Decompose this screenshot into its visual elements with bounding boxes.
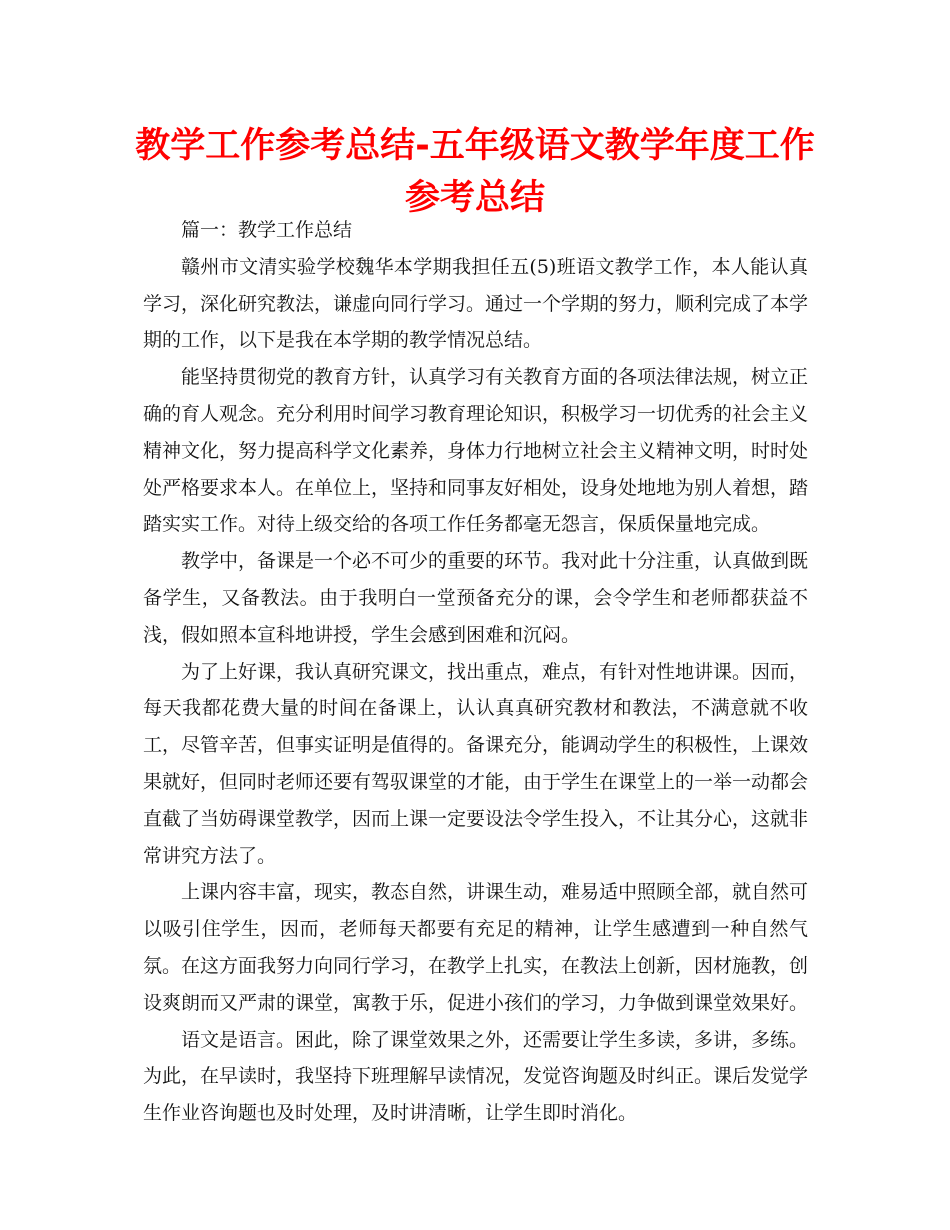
document-body — [143, 212, 808, 1132]
paragraph: 赣州市文清实验学校魏华本学期我担任五(5)班语文教学工作，本人能认真学习，深化研究教法，谦虚向同行学习。通过一个学期的努力，顺利完成了本学期的工作，以下是我在本学期的教学情况总结。 — [143, 255, 809, 352]
paragraph: 为了上好课，我认真研究课文，找出重点，难点，有针对性地讲课。因而，每天我都花费大量的时间在备课上，认认真真研究教材和教法，不满意就不收工，尽管辛苦，但事实证明是值得的。备课充分，能调动学生的积极性，上课效果就好，但同时老师还要有驾驭课堂的才能，由于学生在课堂上的一举一动都会直截了当妨碍课堂教学，因而上课一定要设法令学生投入，不让其分心，这就非常讲究方法了。 — [143, 660, 809, 867]
paragraph: 语文是语言。困此，除了课堂效果之外，还需要让学生多读，多讲，多练。为此，在早读时，我坚持下班理解早读情况，发觉咨询题及时纠正。课后发觉学生作业咨询题也及时处理，及时讲清晰，让学生即时消化。 — [143, 1028, 809, 1125]
section-heading: 篇一：教学工作总结 — [181, 219, 353, 241]
document-title: 教学工作参考总结-五年级语文教学年度工作参考总结 — [135, 126, 815, 218]
paragraph: 上课内容丰富，现实，教态自然，讲课生动，难易适中照顾全部，就自然可以吸引住学生，因而，老师每天都要有充足的精神，让学生感遭到一种自然气氛。在这方面我努力向同行学习，在教学上扎实，在教法上创新，因材施教，创设爽朗而又严肃的课堂，寓教于乐，促进小孩们的学习，力争做到课堂效果好。 — [143, 881, 809, 1014]
paragraph: 教学中，备课是一个必不可少的重要的环节。我对此十分注重，认真做到既备学生，又备教法。由于我明白一堂预备充分的课，会令学生和老师都获益不浅，假如照本宣科地讲授，学生会感到困难和沉闷。 — [143, 550, 809, 646]
paragraph: 能坚持贯彻党的教育方针，认真学习有关教育方面的各项法律法规，树立正确的育人观念。充分利用时间学习教育理论知识，积极学习一切优秀的社会主义精神文化，努力提高科学文化素养，身体力行地树立社会主义精神文明，时时处处严格要求本人。在单位上，坚持和同事友好相处，设身处地地为别人着想，踏踏实实工作。对待上级交给的各项工作任务都毫无怨言，保质保量地完成。 — [143, 366, 809, 536]
